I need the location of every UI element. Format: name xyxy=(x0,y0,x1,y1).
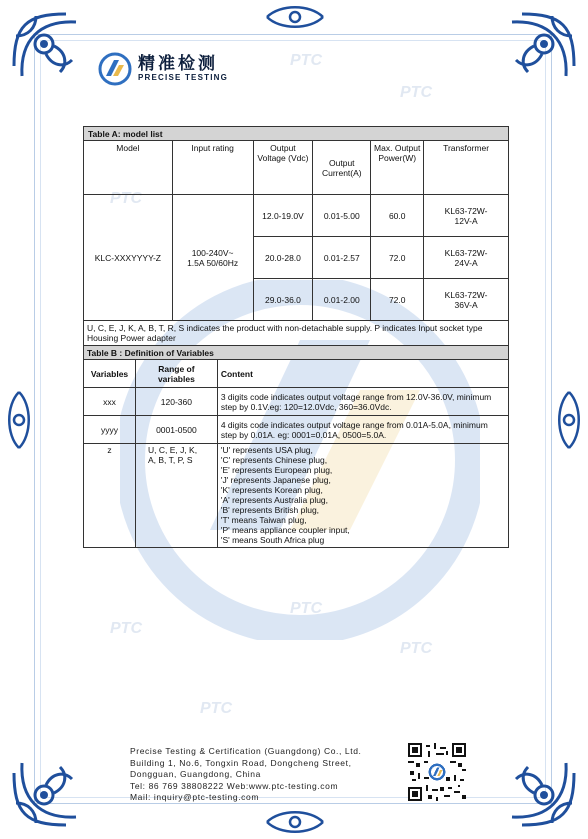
voltage-cell: 29.0-36.0 xyxy=(253,279,313,321)
list-item: 'T' means Taiwan plug, xyxy=(220,515,307,525)
corner-ornament-bottom-right xyxy=(496,747,582,833)
power-cell: 60.0 xyxy=(371,195,424,237)
content-cell xyxy=(217,444,508,548)
side-ornament-right xyxy=(554,390,584,450)
corner-ornament-bottom-left xyxy=(6,747,92,833)
list-item: 'S' means South Africa plug xyxy=(220,535,325,545)
header-input-rating: Input rating xyxy=(172,141,253,195)
watermark-text: PTC xyxy=(290,600,322,617)
content-cell: 4 digits code indicates output voltage range from 0.01A-5.0A, minimum step by 0.01A. eg: 0001=0.01A, 0500=5.0A. xyxy=(217,416,508,444)
watermark-text: PTC xyxy=(290,52,322,69)
watermark-text: PTC xyxy=(200,700,232,717)
logo-name-en: PRECISE TESTING xyxy=(138,73,229,82)
header-variables: Variables xyxy=(84,360,136,388)
watermark-text: PTC xyxy=(110,620,142,637)
list-item: 'A' represents Australia plug, xyxy=(220,495,329,505)
watermark-text: PTC xyxy=(400,640,432,657)
transformer-cell: KL63-72W-24V-A xyxy=(424,237,509,279)
corner-ornament-top-left xyxy=(6,6,92,92)
side-ornament-left xyxy=(4,390,34,450)
footer-mail: Mail: inquiry@ptc-testing.com xyxy=(130,792,260,803)
current-cell: 0.01-5.00 xyxy=(313,195,371,237)
voltage-cell: 12.0-19.0V xyxy=(253,195,313,237)
company-logo xyxy=(98,52,228,86)
power-cell: 72.0 xyxy=(371,237,424,279)
range-cell: 120-360 xyxy=(135,388,217,416)
corner-ornament-top-right xyxy=(496,6,582,92)
table-row xyxy=(84,388,509,416)
input-rating-cell: 100-240V~ 1.5A 50/60Hz xyxy=(172,195,253,321)
header-transformer: Transformer xyxy=(424,141,509,195)
current-cell: 0.01-2.57 xyxy=(313,237,371,279)
list-item: 'U' represents USA plug, xyxy=(220,445,313,455)
transformer-cell: KL63-72W-36V-A xyxy=(424,279,509,321)
table-row xyxy=(84,416,509,444)
model-cell: KLC-XXXYYYY-Z xyxy=(84,195,173,321)
footer-address-line1: Building 1, No.6, Tongxin Road, Dongcheng Street, xyxy=(130,757,352,768)
footer-company: Precise Testing & Certification (Guangdong) Co., Ltd. xyxy=(130,746,362,756)
list-item: 'K' represents Korean plug, xyxy=(220,485,323,495)
table-a-title: Table A: model list xyxy=(84,127,509,141)
content-cell: 3 digits code indicates output voltage range from 12.0V-36.0V, minimum step by 0.1V.eg: 120=12.0Vdc, 360=36.0Vdc. xyxy=(217,388,508,416)
model-list-table xyxy=(83,126,509,346)
table-a-note: U, C, E, J, K, A, B, T, R, S indicates the product with non-detachable supply. P indicates Input socket type Housing Power adapter xyxy=(84,321,509,346)
table-b-title: Table B : Definition of Variables xyxy=(84,346,509,360)
header-model: Model xyxy=(84,141,173,195)
header-range: Range of variables xyxy=(135,360,217,388)
variable-cell: xxx xyxy=(84,388,136,416)
list-item: 'P' means appliance coupler input, xyxy=(220,525,350,535)
list-item: 'J' represents Japanese plug, xyxy=(220,475,331,485)
variable-cell: yyyy xyxy=(84,416,136,444)
table-row xyxy=(84,444,509,548)
footer-address-line2: Dongguan, Guangdong, China xyxy=(130,769,261,780)
power-cell: 72.0 xyxy=(371,279,424,321)
header-content: Content xyxy=(217,360,508,388)
range-cell: U, C, E, J, K, A, B, T, P, S xyxy=(135,444,217,548)
table-row xyxy=(84,195,509,237)
range-cell: 0001-0500 xyxy=(135,416,217,444)
voltage-cell: 20.0-28.0 xyxy=(253,237,313,279)
footer-contact-line: Tel: 86 769 38808222 Web:www.ptc-testing.com xyxy=(130,780,339,791)
watermark-text: PTC xyxy=(110,190,142,207)
variables-table xyxy=(83,345,509,548)
qr-code xyxy=(408,743,466,801)
list-item: 'E' represents European plug, xyxy=(220,465,333,475)
side-ornament-top xyxy=(265,4,325,30)
list-item: 'C' represents Chinese plug, xyxy=(220,455,328,465)
header-max-power: Max. Output Power(W) xyxy=(371,141,424,195)
variable-cell: z xyxy=(84,444,136,548)
watermark-text: PTC xyxy=(400,84,432,101)
list-item: 'B' represents British plug, xyxy=(220,505,320,515)
footer-contact xyxy=(130,746,362,804)
ptc-logo-icon xyxy=(98,52,132,86)
header-output-current: Output Current(A) xyxy=(313,141,371,195)
transformer-cell: KL63-72W-12V-A xyxy=(424,195,509,237)
current-cell: 0.01-2.00 xyxy=(313,279,371,321)
side-ornament-bottom xyxy=(265,809,325,835)
header-output-voltage: Output Voltage (Vdc) xyxy=(253,141,313,195)
logo-name-cn: 精准检测 xyxy=(138,54,218,73)
